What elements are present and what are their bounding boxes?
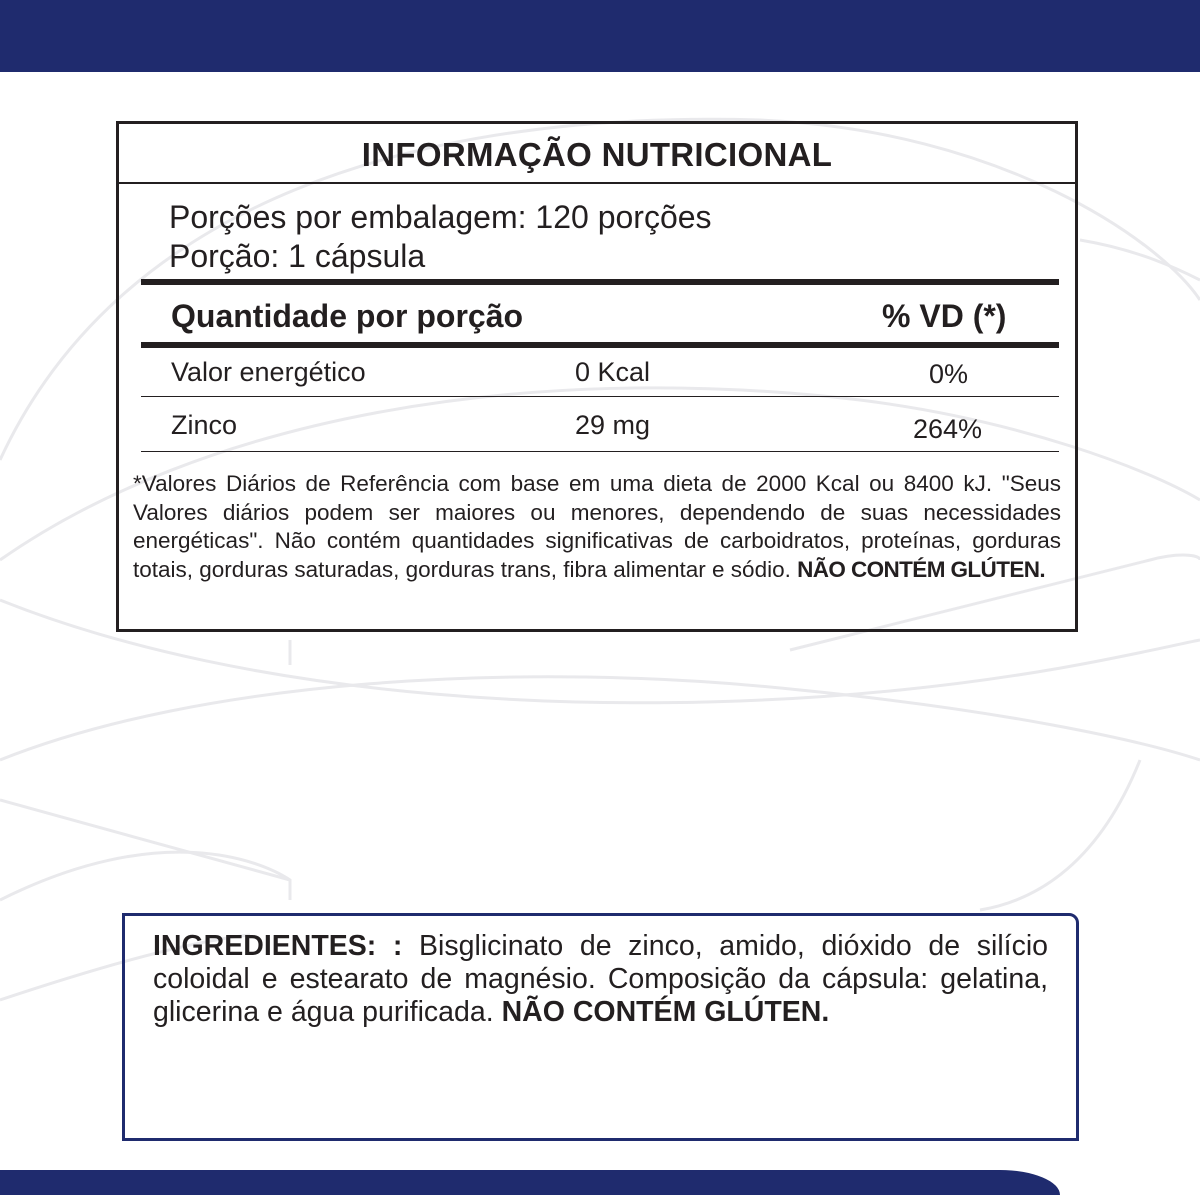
ingredients-gluten-note: NÃO CONTÉM GLÚTEN.: [501, 996, 830, 1028]
amount-per-serving-header: Quantidade por porção: [171, 298, 524, 334]
nutrition-title: INFORMAÇÃO NUTRICIONAL: [119, 124, 1075, 184]
thick-divider-top: [141, 279, 1059, 285]
ingredients-text: [153, 930, 1048, 1029]
daily-value-header: % VD (*): [882, 298, 1007, 334]
servings-per-package: Porções por embalagem: 120 porções: [169, 199, 712, 235]
nutrient-daily-value: 0%: [929, 359, 969, 389]
ingredients-box: [122, 913, 1079, 1141]
bottom-banner: [0, 1170, 1060, 1195]
nutrient-amount: 0 Kcal: [575, 357, 651, 387]
ingredients-label: INGREDIENTES: :: [153, 930, 403, 962]
gluten-free-note: NÃO CONTÉM GLÚTEN.: [797, 556, 1046, 582]
nutrient-daily-value: 264%: [913, 414, 983, 444]
nutrient-amount: 29 mg: [575, 410, 651, 440]
serving-info: [119, 184, 1075, 276]
serving-size: Porção: 1 cápsula: [169, 238, 426, 274]
nutrition-facts-table: [116, 121, 1078, 632]
nutrient-name: Zinco: [171, 410, 238, 440]
nutrient-name: Valor energético: [171, 357, 366, 387]
row-divider: [141, 396, 1059, 397]
ingredients-list: Bisglicinato de zinco, amido, dióxido de silício coloidal e estearato de magnésio. Composição da cápsula: gelatina, glicerina e água purificada.: [153, 930, 1048, 1028]
footnote-text: *Valores Diários de Referência com base em uma dieta de 2000 Kcal ou 8400 kJ. "Seus Valores diários podem ser maiores ou menores, dependendo de suas necessidades energéticas". Não contém quantidades significativas de carboidratos, proteínas, gorduras totais, gorduras saturadas, gorduras trans, fibra alimentar e sódio.: [133, 471, 1061, 582]
footnote: [133, 470, 1061, 584]
thick-divider-header: [141, 342, 1059, 348]
row-divider: [141, 451, 1059, 452]
